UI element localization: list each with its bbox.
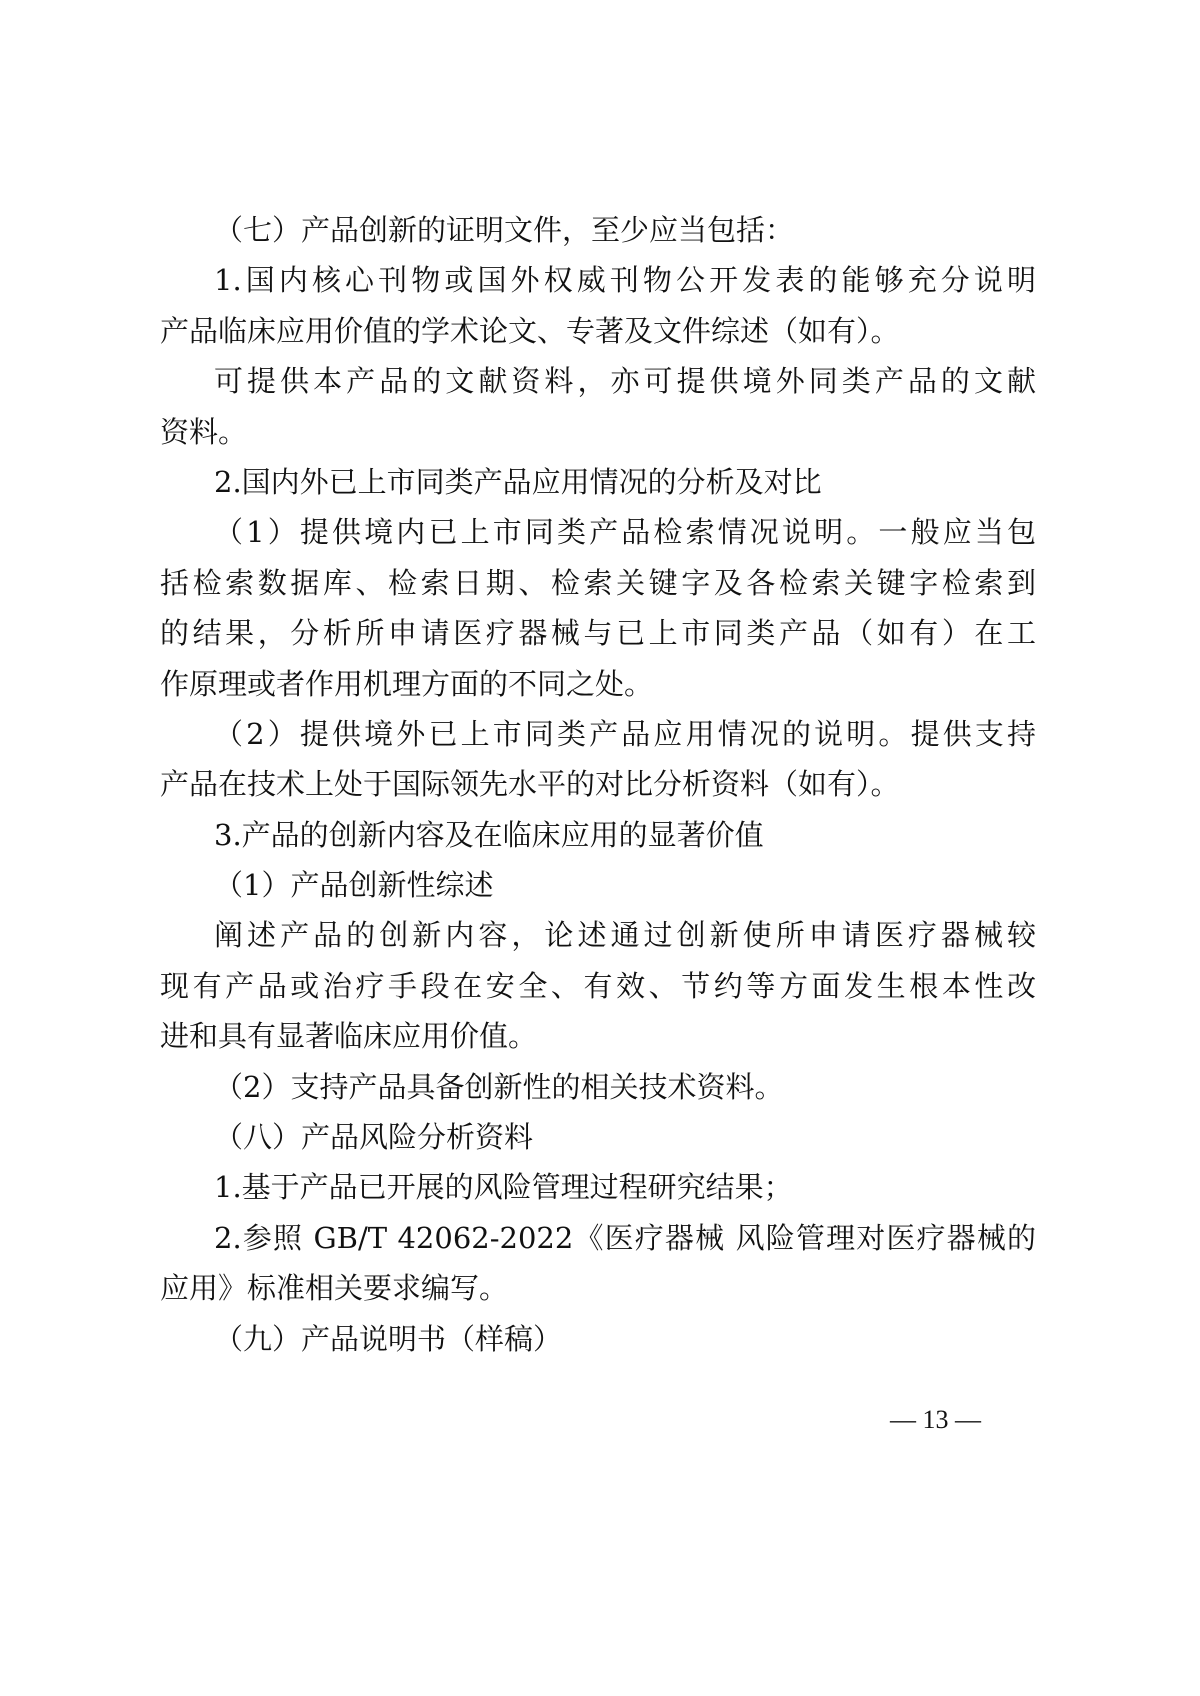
- text-line: 产品临床应用价值的学术论文、专著及文件综述（如有）。: [160, 313, 900, 348]
- text-line: （1）提供境内已上市同类产品检索情况说明。一般应当包: [214, 515, 1036, 550]
- text-line: 1.基于产品已开展的风险管理过程研究结果；: [214, 1170, 793, 1205]
- text-line: 阐述产品的创新内容，论述通过创新使所申请医疗器械较: [214, 918, 1036, 953]
- page-number: — 13 —: [890, 1405, 981, 1434]
- text-line: 作原理或者作用机理方面的不同之处。: [160, 666, 654, 701]
- text-line: 括检索数据库、检索日期、检索关键字及各检索关键字检索到: [160, 565, 1036, 600]
- text-line: 现有产品或治疗手段在安全、有效、节约等方面发生根本性改: [160, 968, 1036, 1003]
- text-line: （八）产品风险分析资料: [214, 1120, 534, 1155]
- text-line: （1）产品创新性综述: [214, 868, 494, 903]
- text-line: 可提供本产品的文献资料，亦可提供境外同类产品的文献: [214, 364, 1036, 399]
- text-line: （2）提供境外已上市同类产品应用情况的说明。提供支持: [214, 716, 1036, 751]
- text-line: 3.产品的创新内容及在临床应用的显著价值: [214, 817, 764, 852]
- text-line: 应用》标准相关要求编写。: [160, 1271, 509, 1306]
- text-line: （2）支持产品具备创新性的相关技术资料。: [214, 1069, 784, 1104]
- text-line: 2.参照 GB/T 42062-2022《医疗器械 风险管理对医疗器械的: [214, 1220, 1036, 1255]
- text-line: 资料。: [160, 414, 248, 449]
- text-line: 产品在技术上处于国际领先水平的对比分析资料（如有）。: [160, 767, 900, 802]
- text-line: （七）产品创新的证明文件，至少应当包括：: [214, 213, 795, 247]
- text-line: 2.国内外已上市同类产品应用情况的分析及对比: [214, 464, 822, 499]
- text-line: （九）产品说明书（样稿）: [214, 1321, 563, 1356]
- text-line: 的结果，分析所申请医疗器械与已上市同类产品（如有）在工: [160, 616, 1036, 651]
- text-line: 1.国内核心刊物或国外权威刊物公开发表的能够充分说明: [214, 263, 1036, 298]
- document-body: [160, 205, 1036, 1364]
- text-line: 进和具有显著临床应用价值。: [160, 1019, 538, 1054]
